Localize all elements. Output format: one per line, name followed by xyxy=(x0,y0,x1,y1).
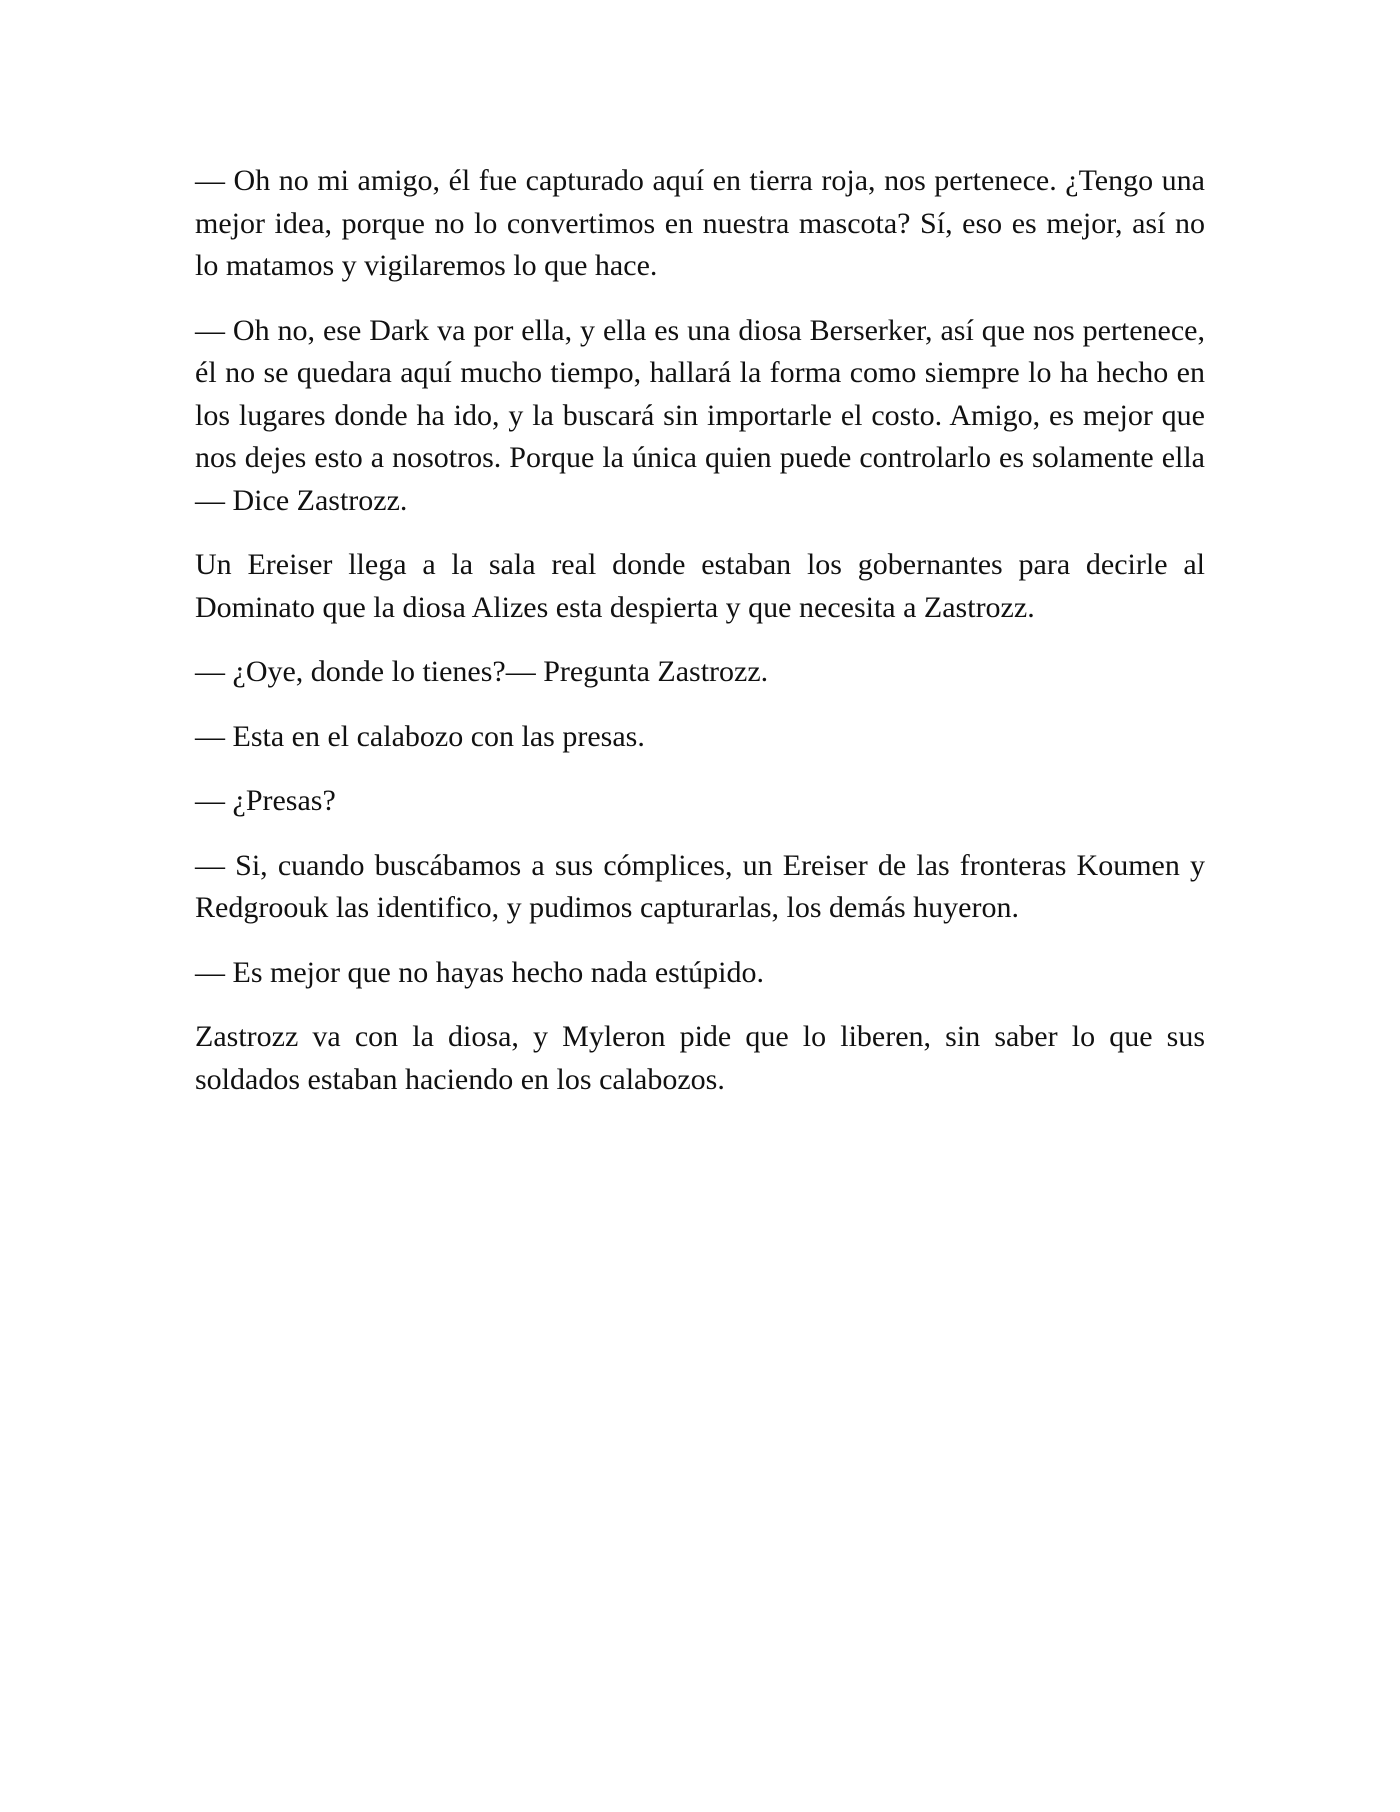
paragraph: — ¿Presas? xyxy=(195,784,336,817)
paragraph: — Esta en el calabozo con las presas. xyxy=(195,719,645,753)
paragraph: — Si, cuando buscábamos a sus cómplices, un Ereiser de las fronteras Koumen y Redgroouk las identifico, y pudimos capturarlas, los demás huyeron. xyxy=(195,848,1205,924)
paragraph: Un Ereiser llega a la sala real donde estaban los gobernantes para decirle al Dominato que la diosa Alizes esta despierta y que necesita a Zastrozz. xyxy=(195,548,1205,624)
paragraph: — Oh no mi amigo, él fue capturado aquí en tierra roja, nos pertenece. ¿Tengo una mejor idea, porque no lo convertimos en nuestra mascota? Sí, eso es mejor, así no lo matamos y vigilaremos lo que hace. xyxy=(195,164,1205,282)
paragraph: — ¿Oye, donde lo tienes?— Pregunta Zastrozz. xyxy=(195,655,769,688)
paragraph: — Oh no, ese Dark va por ella, y ella es una diosa Berserker, así que nos pertenece, él no se quedara aquí mucho tiempo, hallará la forma como siempre lo ha hecho en los lugares donde ha ido, y la buscará sin importarle el costo. Amigo, es mejor que nos dejes esto a nosotros. Porque la única quien puede controlarlo es solamente ella— Dice Zastrozz. xyxy=(195,313,1205,517)
paragraph: Zastrozz va con la diosa, y Myleron pide que lo liberen, sin saber lo que sus soldados estaban haciendo en los calabozos. xyxy=(195,1020,1205,1096)
document-body xyxy=(195,160,1205,1123)
paragraph: — Es mejor que no hayas hecho nada estúpido. xyxy=(195,955,765,989)
